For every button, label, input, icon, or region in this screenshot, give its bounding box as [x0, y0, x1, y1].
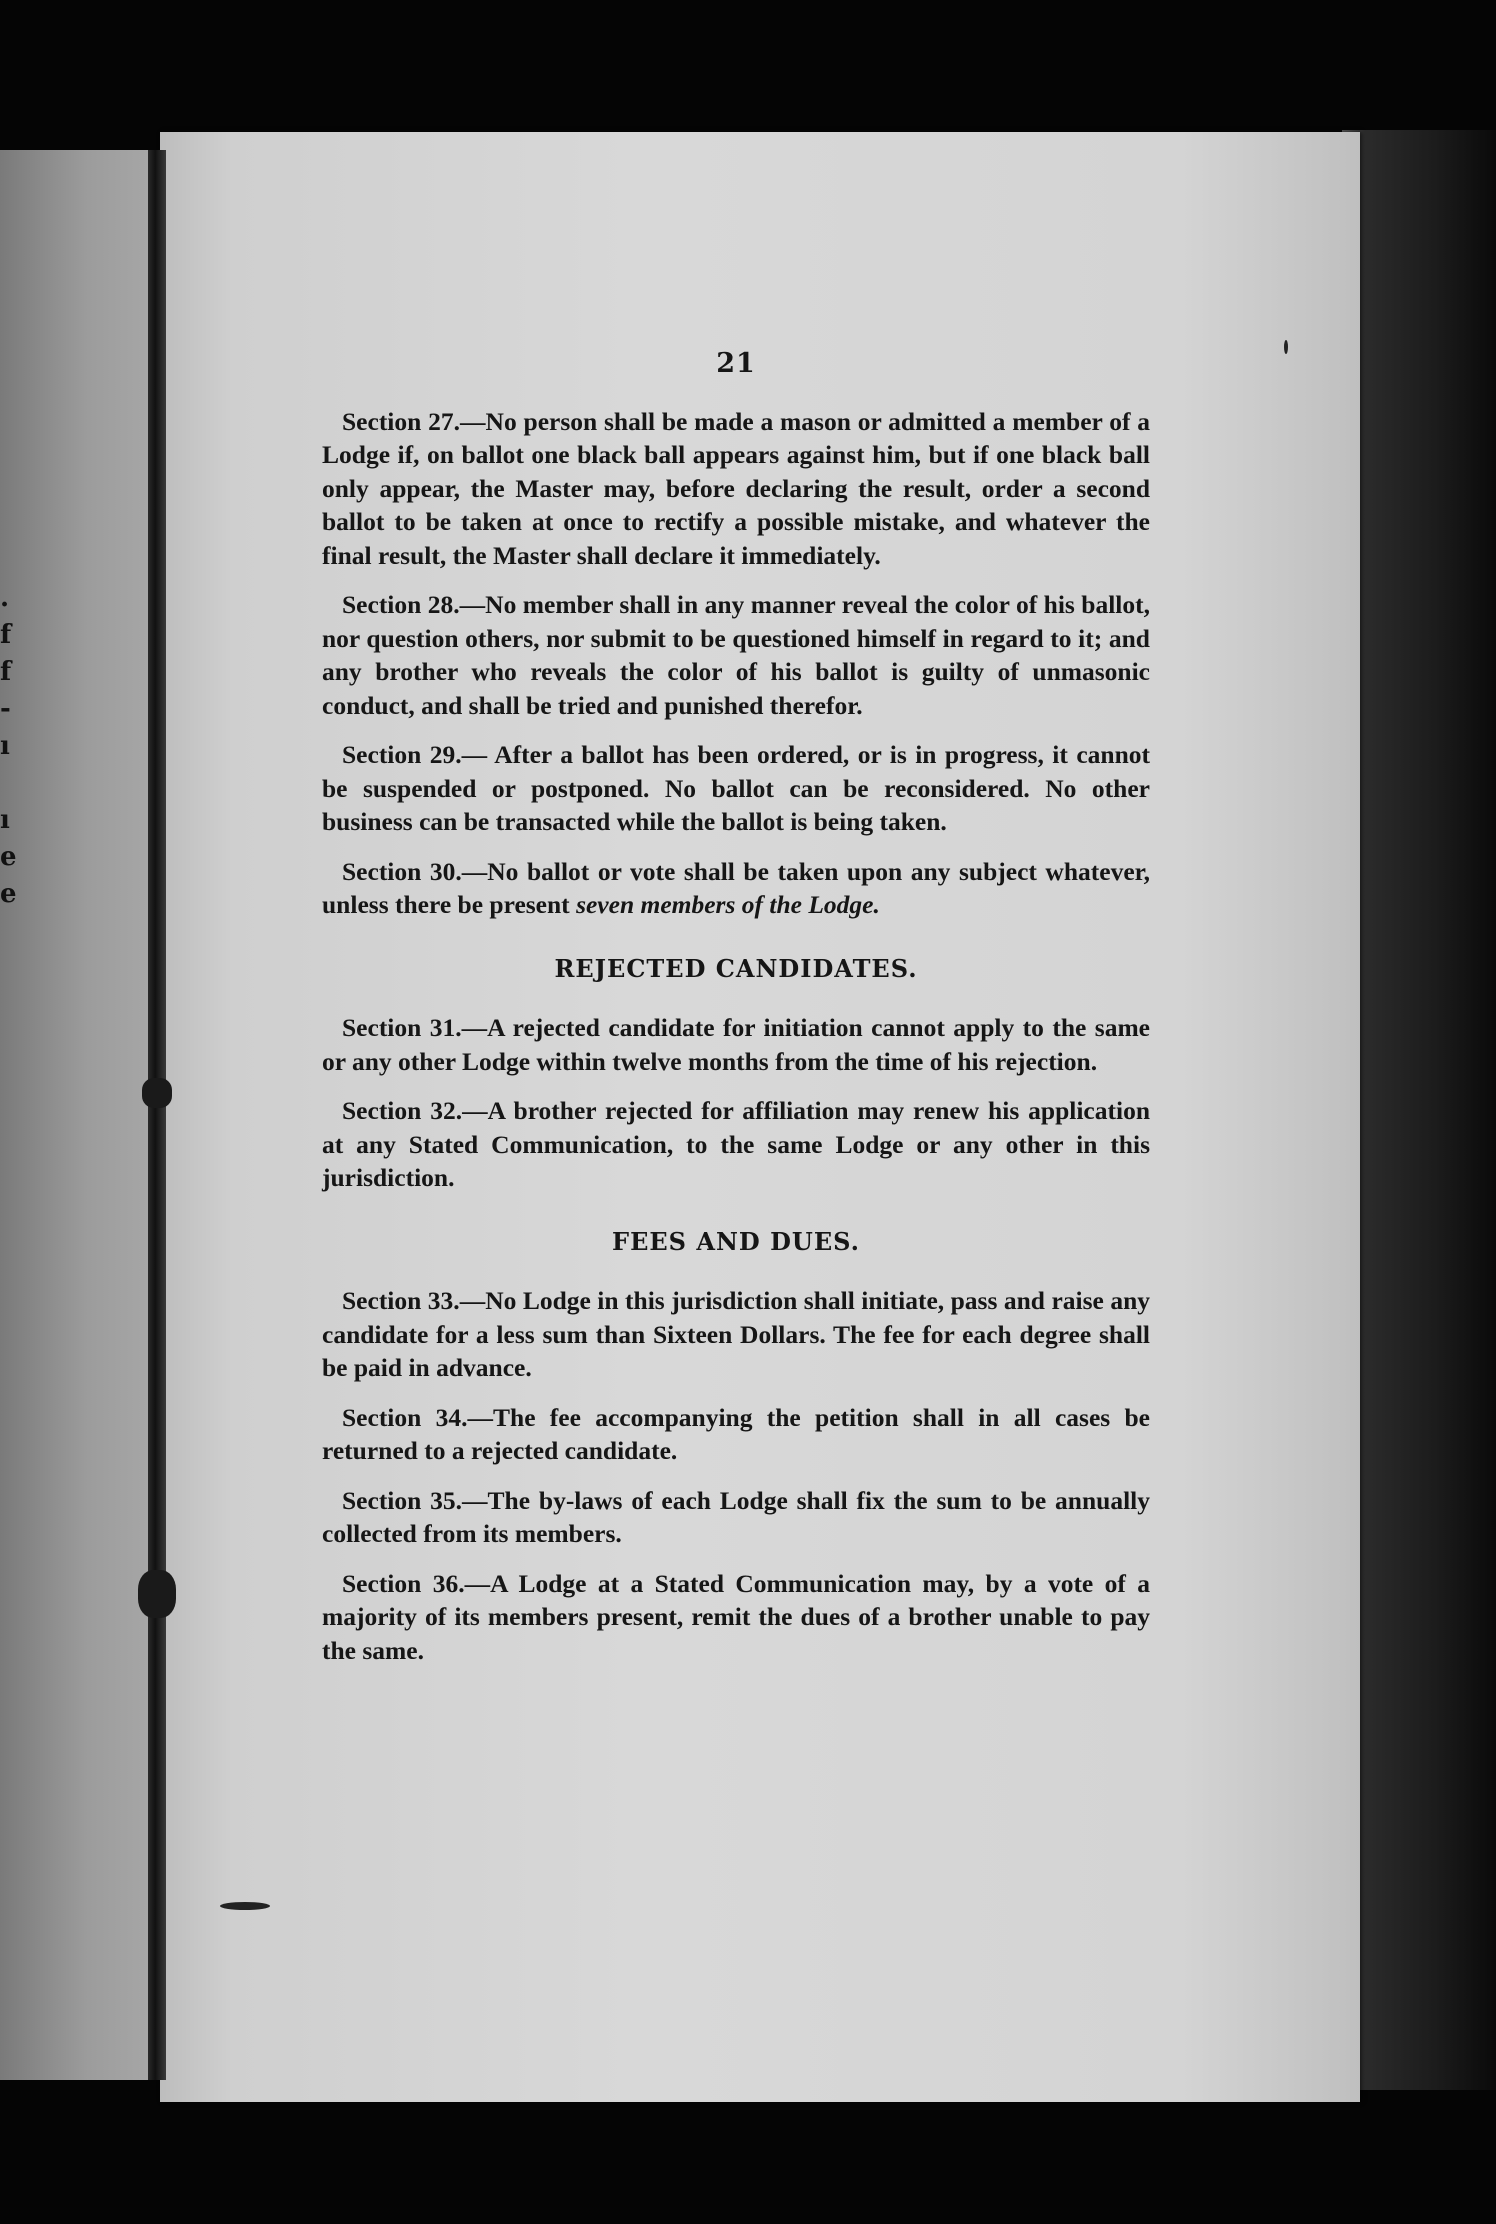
section-30: [322, 855, 1150, 922]
page-edge-shadow: [1342, 130, 1496, 2090]
section-31: [322, 1011, 1150, 1078]
page-text: [322, 347, 1150, 1683]
section-label: Section 29.: [342, 740, 462, 769]
section-33: [322, 1284, 1150, 1385]
section-italic-text: seven members of the Lodge.: [576, 890, 880, 919]
document-page: [160, 132, 1360, 2102]
binding-gutter: [148, 150, 166, 2080]
section-label: Section 34.: [342, 1402, 468, 1432]
section-text: —No person shall be made a mason or admitted a member of a Lodge if, on ballot one black ball appears against him, but if one black ball only appear, the Master may, before declaring the result, order a second ballot to be taken at once to rectify a possible mistake, and whatever the final result, the Master shall declare it immediately.: [322, 406, 1151, 570]
previous-page-margin-text: . f f - ı ı e e: [0, 583, 17, 909]
section-text: —No Lodge in this jurisdiction shall initiate, pass and raise any candidate for a less sum than Sixteen Dollars. The fee for each degree shall be paid in advance.: [322, 1286, 1151, 1382]
section-text: —No member shall in any manner reveal the color of his ballot, nor question others, nor submit to be questioned himself in regard to it; and any brother who reveals the color of his ballot is guilty of unmasonic conduct, and shall be tried and punished therefor.: [322, 590, 1151, 720]
section-34: [322, 1401, 1150, 1468]
binding-stitch: [138, 1570, 176, 1618]
section-36: [322, 1567, 1150, 1668]
section-label: Section 27.: [342, 406, 461, 436]
section-29: [322, 738, 1150, 839]
ink-blemish: [220, 1902, 270, 1910]
section-text: —The by-laws of each Lodge shall fix the sum to be annually collected from its members.: [322, 1485, 1151, 1548]
section-35: [322, 1484, 1150, 1551]
section-text: —A brother rejected for affiliation may renew his application at any Stated Communication, to the same Lodge or any other in this jurisdiction.: [322, 1096, 1151, 1192]
section-text: —A rejected candidate for initiation cannot apply to the same or any other Lodge within twelve months from the time of his rejection.: [322, 1013, 1150, 1076]
section-text: — After a ballot has been ordered, or is in progress, it cannot be suspended or postponed. No ballot can be reconsidered. No other business can be transacted while the ballot is being taken.: [322, 740, 1150, 836]
section-text: —A Lodge at a Stated Communication may, by a vote of a majority of its members present, remit the dues of a brother unable to pay the same.: [322, 1568, 1150, 1665]
section-label: Section 35.: [342, 1485, 463, 1515]
section-label: Section 28.: [342, 590, 460, 619]
section-label: Section 30.: [342, 856, 462, 886]
section-label: Section 32.: [342, 1096, 463, 1125]
section-label: Section 36.: [342, 1568, 465, 1598]
ink-blemish: [1284, 340, 1288, 354]
section-text: —The fee accompanying the petition shall in all cases be returned to a rejected candidate.: [322, 1402, 1151, 1465]
heading-fees-and-dues: FEES AND DUES.: [612, 1226, 860, 1256]
section-label: Section 33.: [342, 1286, 460, 1315]
section-label: Section 31.: [342, 1013, 462, 1042]
previous-page-edge: [0, 150, 160, 2080]
page-number: 21: [716, 348, 756, 379]
section-27: [322, 405, 1150, 573]
section-text: —No ballot or vote shall be taken upon any subject whatever, unless there be present: [322, 856, 1150, 919]
binding-stitch: [142, 1078, 172, 1108]
section-28: [322, 588, 1150, 722]
heading-rejected-candidates: REJECTED CANDIDATES.: [554, 953, 918, 983]
section-32: [322, 1094, 1150, 1195]
